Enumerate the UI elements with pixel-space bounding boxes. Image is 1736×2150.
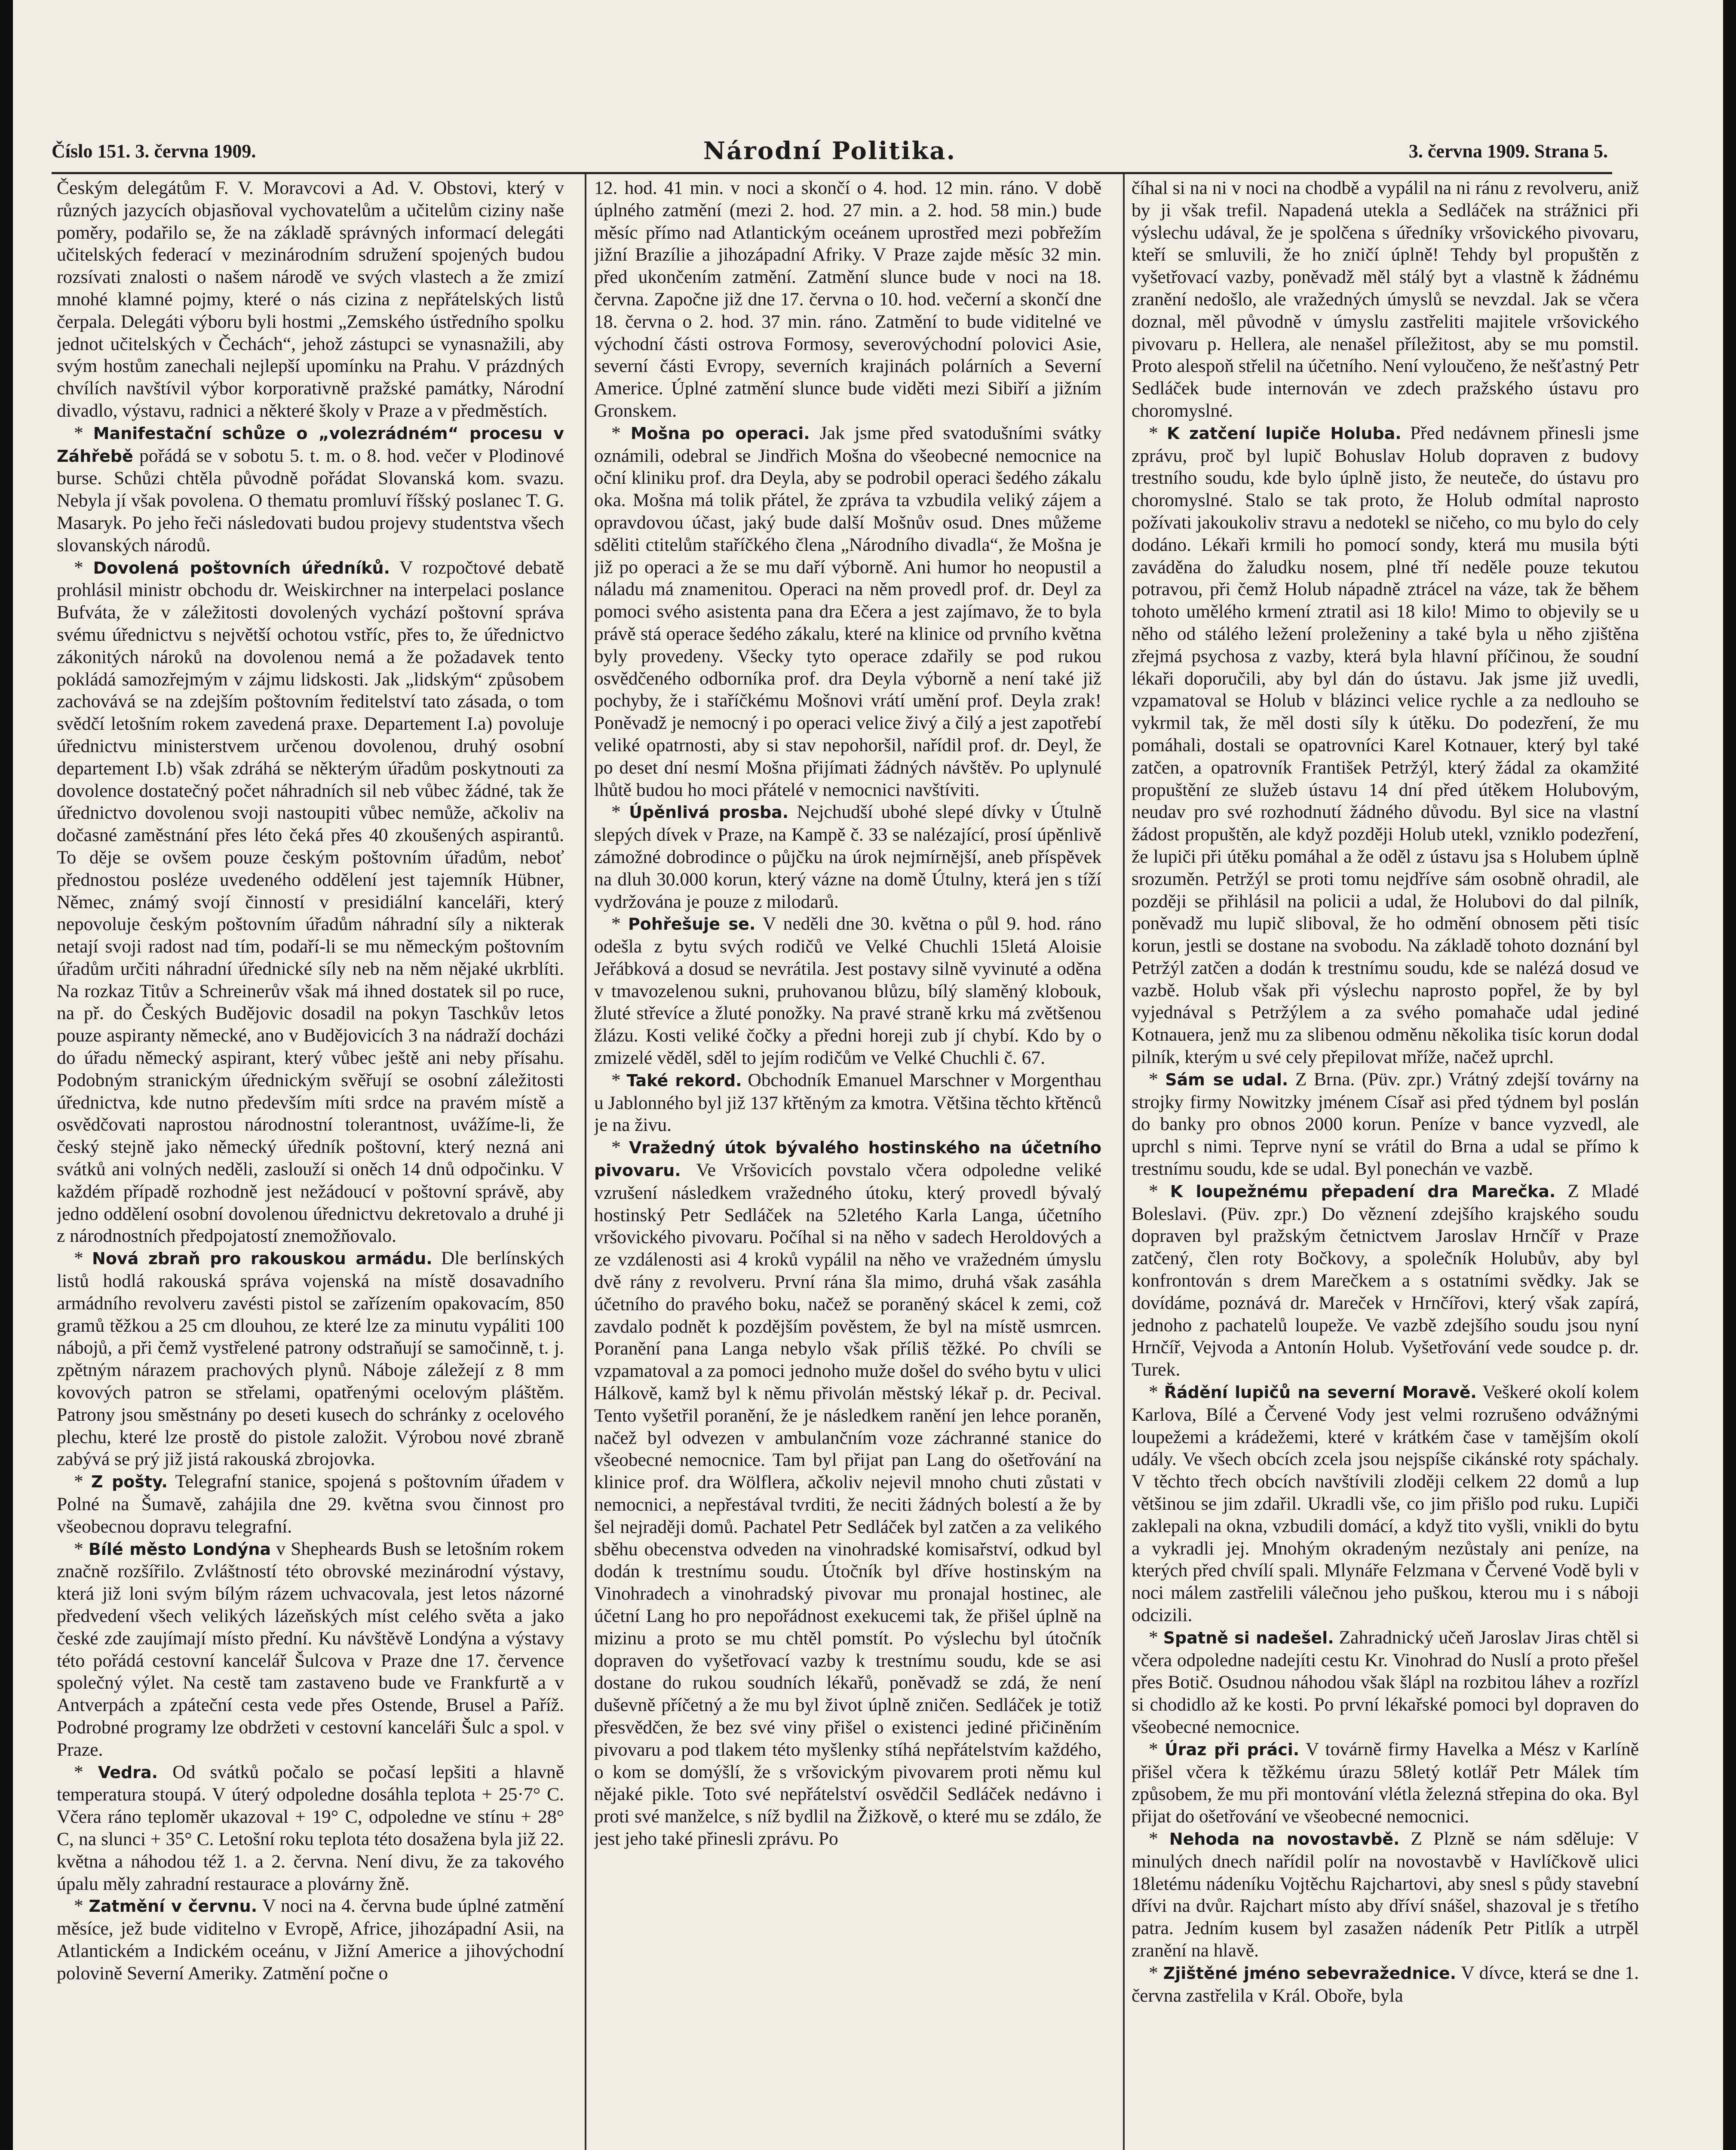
article-heading: Také rekord.: [626, 1071, 742, 1090]
article-heading: Nová zbraň pro rakouskou armádu.: [92, 1249, 432, 1268]
article-text: Z Brna. (Püv. zpr.) Vrátný zdejší továrny na strojky firmy Nowitzky jménem Císař asi před týdnem byl poslán do banky pro obnos 2000 korun. Peníze v bance vyzvedl, ale uprchl s nimi. Teprve nyní se vrátil do Brna a udal se přímo k trestnímu soudu, kde se udal. Byl ponechán ve vazbě.: [1132, 1069, 1639, 1179]
article-heading: Zatmění v červnu.: [89, 1897, 258, 1916]
article-paragraph: * Úpěnlivá prosba. Nejchudší ubohé slepé dívky v Útulně slepých dívek v Praze, na Kampě č. 33 se nalézající, prosí úpěnlivě zámožné dobrodince o půjčku na úrok nejmírnější, aneb příspěvek na dluh 30.000 korun, který vázne na domě Útulny, která jen s tíží vydržována je pouze z milodarů.: [594, 802, 1101, 912]
scan-border-left: [0, 0, 13, 2150]
article-paragraph: * K zatčení lupiče Holuba. Před nedávnem přinesli jsme zprávu, proč byl lupič Bohuslav Holub dopraven z budovy trestního soudu, kde bylo úplně jisto, že neuteče, do ústavu pro choromyslné. Stalo se tak proto, že Holub odmítal naprosto požívati jakoukoliv stravu a nedotekl se ničeho, co mu bylo do cely dodáno. Lékaři krmili ho pomocí sondy, která mu musila býti zaváděna do žaludku nosem, plné tří neděle pouze tekutou potravou, při čemž Holub nápadně ztrácel na váze, tak že během tohoto umělého krmení ztratil asi 18 kilo! Mimo to objevily se u něho od stálého ležení proleženiny a také byla u něho zjištěna zřejmá psychosa z vazby, která byla hlavní příčinou, že soudní lékaři doporučili, aby byl dán do ústavu. Jak jsme již uvedli, vzpamatoval se Holub v blázinci velice rychle a za nedlouho se vykrmil tak, že měl dosti síly k útěku. Do podezření, že mu pomáhali, dostali se opatrovníci Karel Kotnauer, který byl také zatčen, a opatrovník František Petržýl, který žádal za okamžité propuštění ze služeb ústavu 14 dní před útěkem Holubovým, neudav pro své rozhodnutí žádného důvodu. Byl sice na vlastní žádost propuštěn, ale když později Holub utekl, vzniklo podezření, že lupiči při útěku pomáhal a že oděl z ústavu jsa s Holubem úplně srozuměn. Petržýl se proti tomu nejdříve sám osobně ohradil, ale později se přihlásil na policii a udal, že Holubovi do dal pilník, poněvadž mu lupič sliboval, že ho odmění obnosem pěti tisíc korun, jestli se dostane na svobodu. Na základě tohoto doznání byl Petržýl zatčen a dodán k trestnímu soudu, kde se nalézá dosud ve vazbě. Holub však při výslechu naprosto popřel, že by byl vyjednával s Petržýlem a za svého pomahače udal jediné Kotnauera, jenž mu za slibenou odměnu několika tisíc korun dodal pilník, kterým u své cely přepilovat mříže, načež uprchl.: [1132, 422, 1639, 1068]
issue-number-date: Číslo 151. 3. června 1909.: [52, 141, 256, 162]
article-paragraph: * Také rekord. Obchodník Emanuel Marschner v Morgenthau u Jablonného byl již 137 křtěným za kmotra. Většina těchto křtěnců je na živu.: [594, 1069, 1101, 1136]
column-divider: [1123, 174, 1125, 2150]
article-heading: Z pošty.: [91, 1472, 168, 1492]
article-text: V noci na 4. června bude úplné zatmění měsíce, jež bude viditelno v Evropě, Africe, jihozápadní Asii, na Atlantickém a Indickém oceánu, v Jižní Americe a jihovýchodní polovině Severní Ameriky. Zatmění počne o: [57, 1895, 564, 1984]
article-heading: Nehoda na novostavbě.: [1169, 1829, 1400, 1849]
article-text: Nejchudší ubohé slepé dívky v Útulně slepých dívek v Praze, na Kampě č. 33 se nalézající, prosí úpěnlivě zámožné dobrodince o půjčku na úrok nejmírnější, aneb příspěvek na dluh 30.000 korun, který vázne na domě Útulny, která jen s tíží vydržována je pouze z milodarů.: [594, 802, 1101, 912]
article-paragraph: * Bílé město Londýna v Shepheards Bush se letošním rokem značně rozšířilo. Zvláštností této obrovské mezinárodní výstavy, která již loni svým bílým rázem uchvacovala, jest letos názorné předvedení všech velikých lázeňských míst celého světa a jako české zde zaujímají místo přední. Ku návštěvě Londýna a výstavy této pořádá cestovní kancelář Šulcova v Praze dne 17. července společný výlet. Na cestě tam zastaveno bude ve Frankfurtě a v Antverpách a zpáteční cesta vede přes Ostende, Brusel a Paříž. Podrobné programy lze obdržeti v cestovní kanceláři Šulc a spol. v Praze.: [57, 1538, 564, 1760]
article-heading: Úraz při práci.: [1165, 1740, 1300, 1759]
article-paragraph: * Sám se udal. Z Brna. (Püv. zpr.) Vrátný zdejší továrny na strojky firmy Nowitzky jménem Císař asi před týdnem byl poslán do banky pro obnos 2000 korun. Peníze v bance vyzvedl, ale uprchl s nimi. Teprve nyní se vrátil do Brna a udal se přímo k trestnímu soudu, kde se udal. Byl ponechán ve vazbě.: [1132, 1069, 1639, 1179]
article-paragraph: * Z pošty. Telegrafní stanice, spojená s poštovním úřadem v Polné na Šumavě, zahájila dne 29. května svou činnost pro všeobecnou dopravu telegrafní.: [57, 1471, 564, 1537]
article-paragraph: * Mošna po operaci. Jak jsme před svatodušními svátky oznámili, odebral se Jindřich Mošna do všeobecné nemocnice na oční kliniku prof. dra Deyla, aby se podrobil operaci šedého zákalu oka. Mošna má tolik přátel, že zpráva ta vzbudila veliký zájem a opravdovou účast, jaký bude další Mošnův osud. Dnes můžeme sděliti ctitelům staříčkého člena „Národního divadla“, že Mošna je již po operaci a že se mu daří výborně. Ani humor ho neopustil a náladu má znamenitou. Operaci na něm provedl prof. dr. Deyl za pomoci svého asistenta pana dra Ečera a jest zajímavo, že to byla právě stá operace šedého zákalu, které na klinice od prvního května byly provedeny. Všecky tyto operace zdařily se pod rukou osvědčeného odborníka prof. dra Deyla výborně a není také již pochyby, že i staříčkému Mošnovi vrátí umění prof. Deyla zrak! Poněvadž je nemocný i po operaci velice živý a čilý a jest zapotřebí veliké opatrnosti, aby si stav nepohoršil, nařídil prof. dr. Deyl, že po deset dní nesmí Mošna přijímati žádných návštěv. Po uplynulé lhůtě budou ho moci přátelé v nemocnici navštíviti.: [594, 422, 1101, 800]
column-2: [594, 177, 1101, 2150]
article-heading: Mošna po operaci.: [630, 424, 810, 443]
article-heading: Vražedný útok bývalého hostinského na účetního pivovaru.: [594, 1138, 1101, 1180]
article-paragraph: * Spatně si nadešel. Zahradnický učeň Jaroslav Jiras chtěl si včera odpoledne nadejíti cestu Kr. Vinohrad do Nuslí a proto přešel přes Botič. Osudnou náhodou však šlápl na rozbitou láhev a rozřízl si chodidlo až ke kosti. Po první lékařské pomoci byl dopraven do všeobecné nemocnice.: [1132, 1627, 1639, 1737]
article-paragraph: * Vedra. Od svátků počalo se počasí lepšiti a hlavně temperatura stoupá. V úterý odpoledne dosáhla teplota + 25·7° C. Včera ráno teploměr ukazoval + 19° C, odpoledne ve stínu + 28° C, na slunci + 35° C. Letošní roku teplota této dosažena byla již 22. května a náhodou též 1. a 2. června. Není divu, že za takového úpalu měly zahradní restaurace a plovárny žně.: [57, 1761, 564, 1894]
article-text: Ve Vršovicích povstalo včera odpoledne veliké vzrušení následkem vražedného útoku, který provedl bývalý hostinský Petr Sedláček na 52letého Karla Langa, účetního vršovického pivovaru. Počíhal si na něho v sadech Heroldových a ze vzdálenosti asi 4 kroků vypálil na něho ve vražedném úmyslu dvě rány z revolveru. První rána šla mimo, druhá však zasáhla účetního do pravého boku, načež se poraněný skácel k zemi, což zavdalo podnět k pozdějším pověstem, že byl na místě usmrcen. Poranění pana Langa nebylo však příliš těžké. Po chvíli se vzpamatoval a za pomoci jednoho muže došel do svého bytu v ulici Hálkově, kamž byl k němu přivolán městský lékař p. dr. Pecival. Tento vyšetřil poranění, že je následkem ranění jen lehce poraněn, načež byl odvezen v ambulančním voze záchranné stanice do všeobecné nemocnice. Tam byl přijat pan Lang do ošetřování na klinice prof. dra Wölflera, ačkoliv nejevil mnoho chuti zůstati v nemocnici, a nepřestával tvrditi, že neciti žádných bolestí a že by šel nejraději domů. Pachatel Petr Sedláček byl zatčen a za velikého sběhu obecenstva odveden na vinohradské komisařství, odkud byl dodán k trestnímu soudu. Útočník byl dříve hostinským na Vinohradech a vinohradský pivovar mu pronajal hostinec, ale účetní Lang ho pro nepořádnost exekucemi tak, že přišel úplně na mizinu a proto se mu chtěl pomstít. Po výslechu byl útočník dopraven do vyšetřovací vazby k trestnímu soudu, kde se asi dostane do rukou soudních lékařů, poněvadž se zdá, že není duševně příčetný a že mu byl život úplně zničen. Sedláček je totiž přesvědčen, že bez své viny přišel o existenci jediné přičiněním pivovaru a pod tlakem této myšlenky stíhá nepřátelstvím každého, o kom se domýšlí, že s vršovickým pivovarem proti němu kul nějaké pikle. Toto své nepřátelství osvědčil Sedláček nedávno i proti své manželce, s níž bydlil na Žižkově, o které mu se zdálo, že jest jeho také přinesli zprávu. Po: [594, 1160, 1101, 1849]
article-heading: Manifestační schůze o „volezrádném“ procesu v Záhřebě: [57, 424, 564, 466]
article-paragraph: * Úraz při práci. V továrně firmy Havelka a Mész v Karlíně přišel včera k těžkému úrazu 58letý kotlář Petr Málek tím způsobem, že mu při montování vlétla železná střepina do oka. Byl přijat do ošetřování ve všeobecné nemocnici.: [1132, 1738, 1639, 1827]
article-text: Od svátků počalo se počasí lepšiti a hlavně temperatura stoupá. V úterý odpoledne dosáhla teplota + 25·7° C. Včera ráno teploměr ukazoval + 19° C, odpoledne ve stínu + 28° C, na slunci + 35° C. Letošní roku teplota této dosažena byla již 22. května a náhodou též 1. a 2. června. Není divu, že za takového úpalu měly zahradní restaurace a plovárny žně.: [57, 1761, 564, 1894]
date-page-number: 3. června 1909. Strana 5.: [1408, 141, 1608, 162]
article-paragraph: * Nehoda na novostavbě. Z Plzně se nám sděluje: V minulých dnech nařídil polír na novostavbě v Havlíčkově ulici 18letému nádeníku Vojtěchu Rajchartovi, aby snesl s půdy stavební dřívi na dvůr. Rajchart místo aby dříví snášel, shazoval je s třetího patra. Jedním kusem byl zasažen nádeník Petr Pitlík a utrpěl zranění na hlavě.: [1132, 1828, 1639, 1961]
newspaper-title: Národní Politika.: [703, 137, 957, 165]
article-heading: K zatčení lupiče Holuba.: [1167, 424, 1402, 443]
article-heading: Spatně si nadešel.: [1163, 1628, 1334, 1647]
article-text: pořádá se v sobotu 5. t. m. o 8. hod. večer v Plodinové burse. Schůzi chtěla původně pořádat Slovanská kom. svazu. Nebyla jí však povolena. O thematu promluví říšský poslanec T. G. Masaryk. Po jeho řeči následovati budou projevy studentstva všech slovanských národů.: [57, 445, 564, 556]
article-text: Zahradnický učeň Jaroslav Jiras chtěl si včera odpoledne nadejíti cestu Kr. Vinohrad do Nuslí a proto přešel přes Botič. Osudnou náhodou však šlápl na rozbitou láhev a rozřízl si chodidlo až ke kosti. Po první lékařské pomoci byl dopraven do všeobecné nemocnice.: [1132, 1627, 1639, 1737]
article-text: Českým delegátům F. V. Moravcovi a Ad. V. Obstovi, který v různých jazycích objasňoval vychovatelům a učitelům ciziny naše poměry, podařilo se, že na základě správných informací delegáti učitelských federací v mezinárodním sdružení spojených budou rozsívati znalosti o našem národě ve svých vlastech a že zmizí mnohé klamné pojmy, které o nás cizina z nepřátelských listů čerpala. Delegáti výboru byli hostmi „Zemského ústředního spolku jednot učitelských v Čechách“, jehož zástupci se vynasnažili, aby svým hostům zanechali nejlepší upomínku na Prahu. V prázdných chvílích navštívil výbor korporativně pražské památky, Národní divadlo, výstavu, radnici a některé školy v Praze a v předměstích.: [57, 178, 564, 421]
article-paragraph: * Řádění lupičů na severní Moravě. Veškeré okolí kolem Karlova, Bílé a Červené Vody jest velmi rozrušeno odvážnými loupežemi a krádežemi, které v krátkém čase v tamějším okolí udály. Ve všech obcích zcela jsou nejspíše cikánské roty spáchaly. V těchto třech obcích navštívili zloději celkem 22 domů a lup většinou se jim zdařil. Ukradli vše, co jim přišlo pod ruku. Lupiči zaklepali na okna, vzbudili domácí, a když tito vyšli, vnikli do bytu a vykradli jej. Mnohým okradeným nezůstaly ani peníze, na kterých před chvílí spali. Mlynáře Felzmana v Červené Vodě byli v noci málem zastřelili válečnou jeho puškou, kterou mu i s náboji odcizili.: [1132, 1382, 1639, 1625]
article-paragraph: * Zjištěné jméno sebevražednice. V dívce, která se dne 1. června zastřelila v Král. Oboře, byla: [1132, 1962, 1639, 2006]
article-paragraph: * K loupežnému přepadení dra Marečka. Z Mladé Boleslavi. (Püv. zpr.) Do věznení zdejšího krajského soudu dopraven byl pražským četnictvem Jaroslav Hrnčíř v Praze zatčený, člen roty Bočkovy, a společník Holubův, aby byl konfrontován s drem Marečkem a s ostatními svědky. Jak se dovídáme, poznává dr. Mareček v Hrnčířovi, který však zapírá, jednoho z pachatelů loupeže. Ve vazbě zdejšího soudu jsou nyní Hrnčíř, Vejvoda a Antonín Holub. Vyšetřování vede soudce p. dr. Turek.: [1132, 1180, 1639, 1380]
article-heading: Úpěnlivá prosba.: [629, 803, 789, 822]
article-text: Před nedávnem přinesli jsme zprávu, proč byl lupič Bohuslav Holub dopraven z budovy trestního soudu, kde bylo úplně jisto, že neuteče, do ústavu pro choromyslné. Stalo se tak proto, že Holub odmítal naprosto požívati jakoukoliv stravu a nedotekl se ničeho, co mu bylo do cely dodáno. Lékaři krmili ho pomocí sondy, která mu musila býti zaváděna do žaludku nosem, plné tří neděle pouze tekutou potravou, při čemž Holub nápadně ztrácel na váze, tak že během tohoto umělého krmení ztratil asi 18 kilo! Mimo to objevily se u něho od stálého ležení proleženiny a také byla u něho zjištěna zřejmá psychosa z vazby, která byla hlavní příčinou, že soudní lékaři doporučili, aby byl dán do ústavu. Jak jsme již uvedli, vzpamatoval se Holub v blázinci velice rychle a za nedlouho se vykrmil tak, že měl dosti síly k útěku. Do podezření, že mu pomáhali, dostali se opatrovníci Karel Kotnauer, který byl také zatčen, a opatrovník František Petržýl, který žádal za okamžité propuštění ze služeb ústavu 14 dní před útěkem Holubovým, neudav pro své rozhodnutí žádného důvodu. Byl sice na vlastní žádost propuštěn, ale když později Holub utekl, vzniklo podezření, že lupiči při útěku pomáhal a že oděl z ústavu jsa s Holubem úplně srozuměn. Petržýl se proti tomu nejdříve sám osobně ohradil, ale později se přihlásil na policii a udal, že Holubovi do dal pilník, poněvadž mu lupič sliboval, že ho odmění obnosem pěti tisíc korun, jestli se dostane na svobodu. Na základě tohoto doznání byl Petržýl zatčen a dodán k trestnímu soudu, kde se nalézá dosud ve vazbě. Holub však při výslechu naprosto popřel, že by byl vyjednával s Petržýlem a za svého pomahače udal jediné Kotnauera, jenž mu za slibenou odměnu několika tisíc korun dodal pilník, kterým u své cely přepilovat mříže, načež uprchl.: [1132, 422, 1639, 1068]
article-text: Obchodník Emanuel Marschner v Morgenthau u Jablonného byl již 137 křtěným za kmotra. Většina těchto křtěnců je na živu.: [594, 1069, 1101, 1136]
article-text: Z Mladé Boleslavi. (Püv. zpr.) Do věznení zdejšího krajského soudu dopraven byl pražským četnictvem Jaroslav Hrnčíř v Praze zatčený, člen roty Bočkovy, a společník Holubův, aby byl konfrontován s drem Marečkem a s ostatními svědky. Jak se dovídáme, poznává dr. Mareček v Hrnčířovi, který však zapírá, jednoho z pachatelů loupeže. Ve vazbě zdejšího soudu jsou nyní Hrnčíř, Vejvoda a Antonín Holub. Vyšetřování vede soudce p. dr. Turek.: [1132, 1180, 1639, 1380]
article-paragraph: [1132, 177, 1639, 422]
article-heading: Řádění lupičů na severní Moravě.: [1164, 1383, 1477, 1402]
article-text: V továrně firmy Havelka a Mész v Karlíně přišel včera k těžkému úrazu 58letý kotlář Petr Málek tím způsobem, že mu při montování vlétla železná střepina do oka. Byl přijat do ošetřování ve všeobecné nemocnici.: [1132, 1738, 1639, 1827]
article-heading: Zjištěné jméno sebevražednice.: [1163, 1963, 1457, 1983]
page-header: [52, 137, 1608, 171]
article-text: Jak jsme před svatodušními svátky oznámili, odebral se Jindřich Mošna do všeobecné nemocnice na oční kliniku prof. dra Deyla, aby se podrobil operaci šedého zákalu oka. Mošna má tolik přátel, že zpráva ta vzbudila veliký zájem a opravdovou účast, jaký bude další Mošnův osud. Dnes můžeme sděliti ctitelům staříčkého člena „Národního divadla“, že Mošna je již po operaci a že se mu daří výborně. Ani humor ho neopustil a náladu má znamenitou. Operaci na něm provedl prof. dr. Deyl za pomoci svého asistenta pana dra Ečera a jest zajímavo, že to byla právě stá operace šedého zákalu, které na klinice od prvního května byly provedeny. Všecky tyto operace zdařily se pod rukou osvědčeného odborníka prof. dra Deyla výborně a není také již pochyby, že i staříčkému Mošnovi vrátí umění prof. Deyla zrak! Poněvadž je nemocný i po operaci velice živý a čilý a jest zapotřebí veliké opatrnosti, aby si stav nepohoršil, nařídil prof. dr. Deyl, že po deset dní nesmí Mošna přijímati žádných návštěv. Po uplynulé lhůtě budou ho moci přátelé v nemocnici navštíviti.: [594, 422, 1101, 800]
article-text: číhal si na ni v noci na chodbě a vypálil na ni ránu z revolveru, aniž by ji však trefil. Napadená utekla a Sedláček na strážnici při výslechu udával, že je spolčena s úředníky vršovického pivovaru, kteří se smluvili, že ho zničí úplně! Tehdy byl propuštěn z vyšetřovací vazby, poněvadž měl stálý byt a vlastně k žádnému zranění nedošlo, ale vražedných úmyslů se nevzdal. Jak se včera doznal, měl původně v úmyslu zastřeliti majitele vršovického pivovaru p. Hellera, ale nenašel příležitost, aby se mu pomstil. Proto alespoň střelil na účetního. Není vyloučeno, že nešťastný Petr Sedláček bude internován ve zdech pražského ústavu pro choromyslné.: [1132, 178, 1639, 421]
article-paragraph: * Zatmění v červnu. V noci na 4. června bude úplné zatmění měsíce, jež bude viditelno v Evropě, Africe, jihozápadní Asii, na Atlantickém a Indickém oceánu, v Jižní Americe a jihovýchodní polovině Severní Ameriky. Zatmění počne o: [57, 1895, 564, 1984]
header-rule: [52, 172, 1612, 174]
article-text: 12. hod. 41 min. v noci a skončí o 4. hod. 12 min. ráno. V době úplného zatmění (mezi 2. hod. 27 min. a 2. hod. 58 min.) bude měsíc přímo nad Atlantickým oceánem uprostřed mezi pobřežím jižní Brazílie a jihozápadní Afriky. V Praze zajde měsíc 32 min. před ukončením zatmění. Zatmění slunce bude v noci na 18. června. Započne již dne 17. června o 10. hod. večerní a skončí dne 18. června o 2. hod. 37 min. ráno. Zatmění to bude viditelné ve východní části ostrova Formosy, severovýchodní polovici Asie, severní části Evropy, severních krajinách polárních a Severní Americe. Úplné zatmění slunce bude viděti mezi Sibiří a jižním Gronskem.: [594, 178, 1101, 421]
article-text: V rozpočtové debatě prohlásil ministr obchodu dr. Weiskirchner na interpelaci poslance Bufváta, že v záležitosti dovolených vychází poštovní správa svému úřednictvu s největší ochotou vstříc, přes to, že úřednictvo zákonitých nároků na dovolenou nemá a že požadavek tento pokládá samozřejmým v zájmu lidskosti. Jak „lidským“ způsobem zachovává se na zdejším poštovním ředitelství tato zásada, o tom svědčí letošním rokem zavedená praxe. Departement I.a) povoluje úřednictvu ministerstvem určenou dovolenou, druhý osobní departement I.b) však zdráhá se některým úřadům poskytnouti za dovolence dostatečný počet náhradních sil neb vůbec žádné, tak že úřednictvo dovolenou svoji nastoupiti vůbec nemůže, ačkoliv na dočasné zaměstnání přes léto čeká přes 40 zkoušených aspirantů. To děje se ovšem pouze českým poštovním úřadům, neboť přednostou posléze uvedeného oddělení jest tajemník Hübner, Němec, známý svojí činností v presidiální kanceláři, který nepovoluje českým poštovním úřadům náhradní síly a nikterak netají svoji radost nad tím, podaří-li se mu německým poštovním úřadům určiti náhradní úřednické síly neb na něm nějaké ukrblíti. Na rozkaz Titův a Schreinerův však má ihned dostatek sil po ruce, na př. do Českých Budějovic dosadil na pokyn Taschkův letos pouze aspiranty německé, ano v Budějovicích 3 na nádraží docházi do úřadu německý aspirant, který vůbec ještě ani neby přísahu. Podobným stranickým úřednickým svěřují se osobní záležitosti úřednictva, kde nutno především míti srdce na pravém místě a osvědčovati naprostou národnostní tolerantnost, uvážíme-li, že český stejně jako německý úředník poštovní, který nezná ani svátků ani volných neděli, zaslouží si oněch 14 dnů odpočinku. V každém případě rozhodně jest nežádoucí v poštovní správě, aby jedno oddělení osobní dovolenou úřednictvu dekretovalo a druhé ji z národnostních předpojatostí znemožňovalo.: [57, 557, 564, 1247]
column-divider: [585, 174, 586, 2150]
article-paragraph: * Vražedný útok bývalého hostinského na účetního pivovaru. Ve Vršovicích povstalo včera odpoledne veliké vzrušení následkem vražedného útoku, který provedl bývalý hostinský Petr Sedláček na 52letého Karla Langa, účetního vršovického pivovaru. Počíhal si na něho v sadech Heroldových a ze vzdálenosti asi 4 kroků vypálil na něho ve vražedném úmyslu dvě rány z revolveru. První rána šla mimo, druhá však zasáhla účetního do pravého boku, načež se poraněný skácel k zemi, což zavdalo podnět k pozdějším pověstem, že byl na místě usmrcen. Poranění pana Langa nebylo však příliš těžké. Po chvíli se vzpamatoval a za pomoci jednoho muže došel do svého bytu v ulici Hálkově, kamž byl k němu přivolán městský lékař p. dr. Pecival. Tento vyšetřil poranění, že je následkem ranění jen lehce poraněn, načež byl odvezen v ambulančním voze záchranné stanice do všeobecné nemocnice. Tam byl přijat pan Lang do ošetřování na klinice prof. dra Wölflera, ačkoliv nejevil mnoho chuti zůstati v nemocnici, a nepřestával tvrditi, že neciti žádných bolestí a že by šel nejraději domů. Pachatel Petr Sedláček byl zatčen a za velikého sběhu obecenstva odveden na vinohradské komisařství, odkud byl dodán k trestnímu soudu. Útočník byl dříve hostinským na Vinohradech a vinohradský pivovar mu pronajal hostinec, ale účetní Lang ho pro nepořádnost exekucemi tak, že přišel úplně na mizinu a proto se mu chtěl pomstít. Po výslechu byl útočník dopraven do vyšetřovací vazby k trestnímu soudu, kde se asi dostane do rukou soudních lékařů, poněvadž se zdá, že není duševně příčetný a že mu byl život úplně zničen. Sedláček je totiž přesvědčen, že bez své viny přišel o existenci jediné přičiněním pivovaru a pod tlakem této myšlenky stíhá nepřátelstvím každého, o kom se domýšlí, že s vršovickým pivovarem proti němu kul nějaké pikle. Toto své nepřátelství osvědčil Sedláček nedávno i proti své manželce, s níž bydlil na Žižkově, o které mu se zdálo, že jest jeho také přinesli zprávu. Po: [594, 1137, 1101, 1849]
article-text: Veškeré okolí kolem Karlova, Bílé a Červené Vody jest velmi rozrušeno odvážnými loupežemi a krádežemi, které v krátkém čase v tamějším okolí udály. Ve všech obcích zcela jsou nejspíše cikánské roty spáchaly. V těchto třech obcích navštívili zloději celkem 22 domů a lup většinou se jim zdařil. Ukradli vše, co jim přišlo pod ruku. Lupiči zaklepali na okna, vzbudili domácí, a když tito vyšli, vnikli do bytu a vykradli jej. Mnohým okradeným nezůstaly ani peníze, na kterých před chvílí spali. Mlynáře Felzmana v Červené Vodě byli v noci málem zastřelili válečnou jeho puškou, kterou mu i s náboji odcizili.: [1132, 1382, 1639, 1625]
article-text: v Shepheards Bush se letošním rokem značně rozšířilo. Zvláštností této obrovské mezinárodní výstavy, která již loni svým bílým rázem uchvacovala, jest letos názorné předvedení všech velikých lázeňských míst celého světa a jako české zde zaujímají místo přední. Ku návštěvě Londýna a výstavy této pořádá cestovní kancelář Šulcova v Praze dne 17. července společný výlet. Na cestě tam zastaveno bude ve Frankfurtě a v Antverpách a zpáteční cesta vede přes Ostende, Brusel a Paříž. Podrobné programy lze obdržeti v cestovní kanceláři Šulc a spol. v Praze.: [57, 1538, 564, 1760]
article-paragraph: [594, 177, 1101, 422]
article-text: V dívce, která se dne 1. června zastřelila v Král. Oboře, byla: [1132, 1962, 1639, 2006]
article-heading: K loupežnému přepadení dra Marečka.: [1170, 1182, 1556, 1201]
article-heading: Dovolená poštovních úředníků.: [93, 558, 390, 577]
article-heading: Pohřešuje se.: [628, 915, 756, 934]
article-paragraph: [57, 177, 564, 422]
article-paragraph: * Manifestační schůze o „volezrádném“ procesu v Záhřebě pořádá se v sobotu 5. t. m. o 8. hod. večer v Plodinové burse. Schůzi chtěla původně pořádat Slovanská kom. svazu. Nebyla jí však povolena. O thematu promluví říšský poslanec T. G. Masaryk. Po jeho řeči následovati budou projevy studentstva všech slovanských národů.: [57, 422, 564, 556]
article-text: Telegrafní stanice, spojená s poštovním úřadem v Polné na Šumavě, zahájila dne 29. května svou činnost pro všeobecnou dopravu telegrafní.: [57, 1471, 564, 1537]
scan-border-right: [1723, 0, 1736, 2150]
article-text: Dle berlínských listů hodlá rakouská správa vojenská na místě dosavadního armádního revolveru zavésti pistol se zařízením opakovacím, 850 gramů těžkou a 25 cm dlouhou, ze které lze za minutu vypáliti 100 nábojů, a při čemž vystřelené patrony odstraňují se samočinně, t. j. zpětným nárazem prachových plynů. Náboje záležejí z 8 mm kovových patron se střelami, opatřenými ocelovým pláštěm. Patrony jsou směstnány po deseti kusech do schránky z ocelového plechu, které lze prostě do pistole založit. Výrobou nové zbraně zabývá se prý již jistá rakouská zbrojovka.: [57, 1248, 564, 1470]
article-heading: Vedra.: [98, 1763, 158, 1782]
article-paragraph: * Dovolená poštovních úředníků. V rozpočtové debatě prohlásil ministr obchodu dr. Weiskirchner na interpelaci poslance Bufváta, že v záležitosti dovolených vychází poštovní správa svému úřednictvu s největší ochotou vstříc, přes to, že úřednictvo zákonitých nároků na dovolenou nemá a že požadavek tento pokládá samozřejmým v zájmu lidskosti. Jak „lidským“ způsobem zachovává se na zdejším poštovním ředitelství tato zásada, o tom svědčí letošním rokem zavedená praxe. Departement I.a) povoluje úřednictvu ministerstvem určenou dovolenou, druhý osobní departement I.b) však zdráhá se některým úřadům poskytnouti za dovolence dostatečný počet náhradních sil neb vůbec žádné, tak že úřednictvo dovolenou svoji nastoupiti vůbec nemůže, ačkoliv na dočasné zaměstnání přes léto čeká přes 40 zkoušených aspirantů. To děje se ovšem pouze českým poštovním úřadům, neboť přednostou posléze uvedeného oddělení jest tajemník Hübner, Němec, známý svojí činností v presidiální kanceláři, který nepovoluje českým poštovním úřadům náhradní síly a nikterak netají svoji radost nad tím, podaří-li se mu německým poštovním úřadům určiti náhradní úřednické síly neb na něm nějaké ukrblíti. Na rozkaz Titův a Schreinerův však má ihned dostatek sil po ruce, na př. do Českých Budějovic dosadil na pokyn Taschkův letos pouze aspiranty německé, ano v Budějovicích 3 na nádraží docházi do úřadu německý aspirant, který vůbec ještě ani neby přísahu. Podobným stranickým úřednickým svěřují se osobní záležitosti úřednictva, kde nutno především míti srdce na pravém místě a osvědčovati naprostou národnostní tolerantnost, uvážíme-li, že český stejně jako německý úředník poštovní, který nezná ani svátků ani volných neděli, zaslouží si oněch 14 dnů odpočinku. V každém případě rozhodně jest nežádoucí v poštovní správě, aby jedno oddělení osobní dovolenou úřednictvu dekretovalo a druhé ji z národnostních předpojatostí znemožňovalo.: [57, 557, 564, 1247]
article-paragraph: * Pohřešuje se. V neděli dne 30. května o půl 9. hod. ráno odešla z bytu svých rodičů ve Velké Chuchli 15letá Aloisie Jeřábková a dosud se nevrátila. Jest postavy silně vyvinuté a oděna v tmavozelenou sukni, pruhovanou blůzu, bílý slaměný klobouk, žluté střevíce a žluté ponožky. Na pravé straně krku má zvětšenou žlázu. Kosti veliké čočky a předni horeji zub jí chybí. Kdo by o zmizelé věděl, sděl to jejím rodičům ve Velké Chuchli č. 67.: [594, 913, 1101, 1069]
article-heading: Bílé město Londýna: [88, 1539, 271, 1559]
column-3: [1132, 177, 1639, 2150]
article-heading: Sám se udal.: [1165, 1070, 1288, 1089]
article-paragraph: * Nová zbraň pro rakouskou armádu. Dle berlínských listů hodlá rakouská správa vojenská na místě dosavadního armádního revolveru zavésti pistol se zařízením opakovacím, 850 gramů těžkou a 25 cm dlouhou, ze které lze za minutu vypáliti 100 nábojů, a při čemž vystřelené patrony odstraňují se samočinně, t. j. zpětným nárazem prachových plynů. Náboje záležejí z 8 mm kovových patron se střelami, opatřenými ocelovým pláštěm. Patrony jsou směstnány po deseti kusech do schránky z ocelového plechu, které lze prostě do pistole založit. Výrobou nové zbraně zabývá se prý již jistá rakouská zbrojovka.: [57, 1248, 564, 1470]
article-text: V neděli dne 30. května o půl 9. hod. ráno odešla z bytu svých rodičů ve Velké Chuchli 15letá Aloisie Jeřábková a dosud se nevrátila. Jest postavy silně vyvinuté a oděna v tmavozelenou sukni, pruhovanou blůzu, bílý slaměný klobouk, žluté střevíce a žluté ponožky. Na pravé straně krku má zvětšenou žlázu. Kosti veliké čočky a předni horeji zub jí chybí. Kdo by o zmizelé věděl, sděl to jejím rodičům ve Velké Chuchli č. 67.: [594, 913, 1101, 1069]
column-1: [57, 177, 564, 2150]
article-text: Z Plzně se nám sděluje: V minulých dnech nařídil polír na novostavbě v Havlíčkově ulici 18letému nádeníku Vojtěchu Rajchartovi, aby snesl s půdy stavební dřívi na dvůr. Rajchart místo aby dříví snášel, shazoval je s třetího patra. Jedním kusem byl zasažen nádeník Petr Pitlík a utrpěl zranění na hlavě.: [1132, 1828, 1639, 1961]
